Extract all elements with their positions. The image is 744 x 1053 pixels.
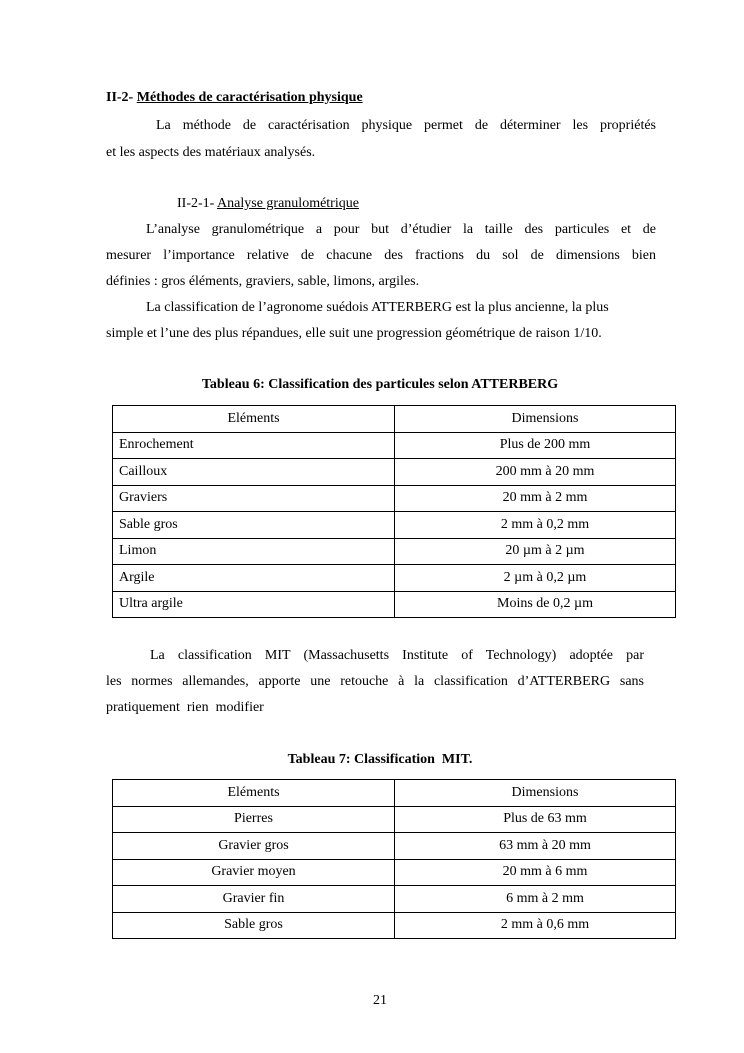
table-header-cell: Eléments (113, 780, 395, 807)
table6-caption: Tableau 6: Classification des particules selon ATTERBERG (201, 377, 559, 392)
table-cell-dimension: 20 mm à 2 mm (395, 485, 676, 512)
table-cell-dimension: 6 mm à 2 mm (395, 886, 676, 913)
table-cell-element: Ultra argile (113, 591, 395, 618)
table-cell-element: Limon (113, 538, 395, 565)
table-cell-element: Pierres (113, 806, 395, 833)
table-header-cell: Dimensions (395, 406, 676, 433)
table-row (113, 538, 676, 565)
granulo-paragraph-line-2: mesurer l’importance relative de chacune des fractions du sol de dimensions bien (106, 248, 656, 263)
table-cell-dimension: 2 mm à 0,2 mm (395, 512, 676, 539)
table-row (113, 886, 676, 913)
table-cell-dimension: 200 mm à 20 mm (395, 459, 676, 486)
table-cell-element: Enrochement (113, 432, 395, 459)
table-row (113, 565, 676, 592)
section-number: II-2- (106, 90, 134, 105)
table-cell-element: Cailloux (113, 459, 395, 486)
table-cell-element: Argile (113, 565, 395, 592)
page-number: 21 (373, 993, 387, 1008)
table-cell-dimension: 63 mm à 20 mm (395, 833, 676, 860)
table-cell-dimension: Plus de 200 mm (395, 432, 676, 459)
section-title: Méthodes de caractérisation physique (136, 90, 363, 105)
table-cell-element: Graviers (113, 485, 395, 512)
table-row (113, 806, 676, 833)
granulo-paragraph-line-1: L’analyse granulométrique a pour but d’étudier la taille des particules et de (146, 222, 656, 237)
table-row (113, 432, 676, 459)
table-header-row (113, 406, 676, 433)
subsection-title: Analyse granulométrique (217, 196, 359, 211)
mit-paragraph-line-2: les normes allemandes, apporte une retouche à la classification d’ATTERBERG sans (106, 674, 644, 689)
table6 (112, 405, 676, 618)
table-cell-element: Gravier gros (113, 833, 395, 860)
intro-line-1: La méthode de caractérisation physique permet de déterminer les propriétés (156, 118, 656, 133)
table-header-row (113, 780, 676, 807)
subsection-number: II-2-1- (177, 196, 215, 211)
table-cell-element: Gravier moyen (113, 859, 395, 886)
table-cell-element: Gravier fin (113, 886, 395, 913)
table-row (113, 859, 676, 886)
subsection-heading (177, 195, 359, 213)
table-header-cell: Eléments (113, 406, 395, 433)
table-row (113, 512, 676, 539)
table-cell-dimension: Moins de 0,2 µm (395, 591, 676, 618)
atterberg-paragraph-line-2: simple et l’une des plus répandues, elle suit une progression géométrique de raison 1/10. (106, 326, 602, 341)
table-cell-dimension: Plus de 63 mm (395, 806, 676, 833)
table7-caption: Tableau 7: Classification MIT. (287, 752, 473, 767)
table7 (112, 779, 676, 939)
table-cell-dimension: 2 mm à 0,6 mm (395, 912, 676, 939)
table-cell-dimension: 20 mm à 6 mm (395, 859, 676, 886)
table-cell-dimension: 2 µm à 0,2 µm (395, 565, 676, 592)
granulo-paragraph-line-3: définies : gros éléments, graviers, sable, limons, argiles. (106, 274, 420, 289)
table-row (113, 459, 676, 486)
table-cell-dimension: 20 µm à 2 µm (395, 538, 676, 565)
section-heading (106, 89, 363, 107)
atterberg-paragraph-line-1: La classification de l’agronome suédois ATTERBERG est la plus ancienne, la plus (146, 300, 609, 315)
table-row (113, 485, 676, 512)
mit-paragraph-line-3: pratiquement rien modifier (106, 700, 264, 715)
table-row (113, 833, 676, 860)
intro-line-2: et les aspects des matériaux analysés. (106, 145, 316, 160)
table-cell-element: Sable gros (113, 512, 395, 539)
table-row (113, 912, 676, 939)
table-cell-element: Sable gros (113, 912, 395, 939)
table-header-cell: Dimensions (395, 780, 676, 807)
table-row (113, 591, 676, 618)
mit-paragraph-line-1: La classification MIT (Massachusetts Institute of Technology) adoptée par (150, 648, 644, 663)
